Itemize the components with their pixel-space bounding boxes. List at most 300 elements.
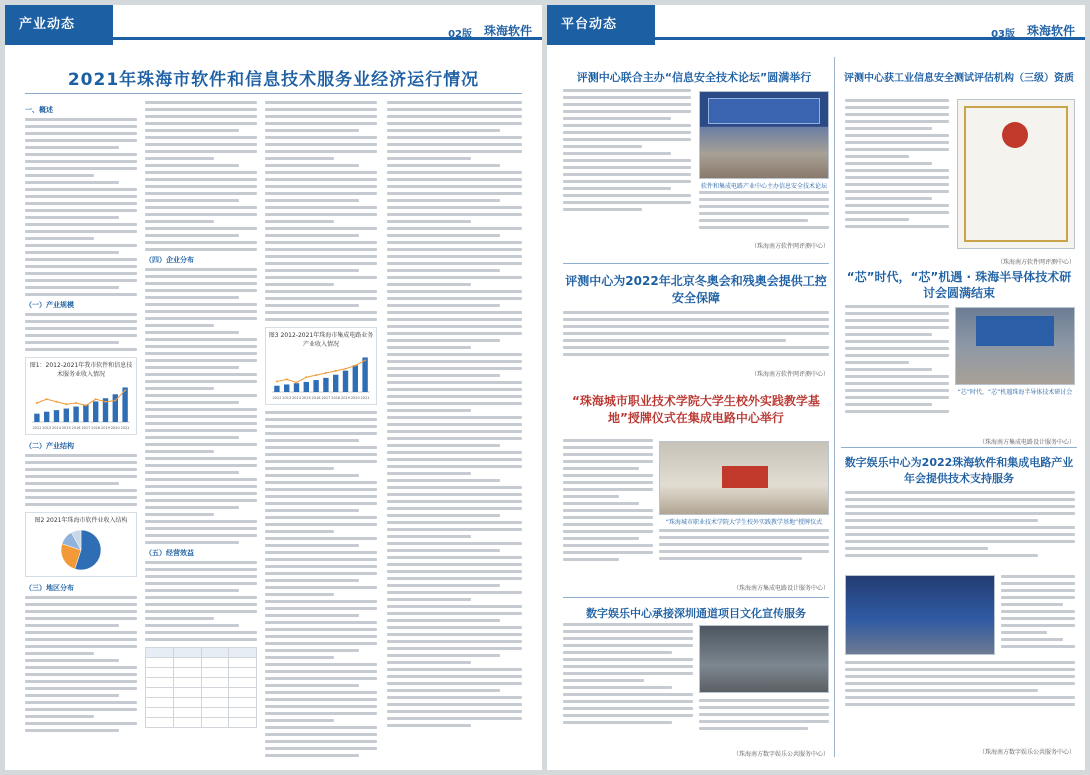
text-line — [845, 403, 932, 406]
bar — [323, 378, 328, 392]
line-point — [65, 403, 67, 405]
article-title: “芯”时代，“芯”机遇 · 珠海半导体技术研讨会圆满结束 — [846, 270, 1072, 300]
text-line — [563, 714, 693, 717]
text-line — [145, 171, 257, 174]
text-line — [25, 489, 137, 492]
text-line — [145, 213, 257, 216]
title-rule — [25, 93, 522, 94]
text-line — [145, 303, 257, 306]
subhead: （四）企业分布 — [145, 256, 194, 264]
text-line — [25, 209, 137, 212]
plaque — [722, 466, 768, 488]
text-line — [387, 514, 500, 517]
text-line — [265, 241, 377, 244]
text-line — [845, 410, 949, 413]
text-line — [265, 453, 377, 456]
text-line — [563, 439, 653, 442]
text-line — [699, 219, 808, 222]
article-title: 数字娱乐中心承接深圳通道项目文化宣传服务 — [586, 607, 806, 620]
text-line — [845, 113, 949, 116]
tick-label: 2018 — [331, 396, 341, 400]
text-line — [1001, 589, 1075, 592]
text-line — [25, 195, 137, 198]
body-text — [145, 268, 257, 544]
text-line — [845, 382, 949, 385]
text-line — [25, 610, 137, 613]
text-line — [699, 205, 829, 208]
text-line — [145, 268, 257, 271]
text-line — [265, 642, 377, 645]
text-line — [25, 729, 119, 732]
column-2 — [145, 101, 257, 758]
text-line — [387, 262, 522, 265]
subhead: 一、概述 — [25, 106, 53, 114]
text-line — [387, 213, 522, 216]
text-line — [25, 596, 137, 599]
text-line — [563, 131, 691, 134]
bar — [362, 357, 367, 392]
text-line — [145, 492, 257, 495]
text-line — [265, 677, 377, 680]
text-line — [387, 570, 522, 573]
text-line — [387, 367, 522, 370]
text-line — [265, 432, 377, 435]
text-line — [145, 429, 257, 432]
text-line — [265, 488, 377, 491]
conference-photo — [845, 575, 995, 655]
text-line — [563, 658, 693, 661]
line-point — [364, 359, 366, 361]
text-line — [25, 327, 137, 330]
column-4 — [387, 101, 522, 758]
line-point — [286, 378, 288, 380]
text-line — [25, 680, 137, 683]
text-line — [563, 530, 653, 533]
text-line — [25, 503, 137, 506]
text-line — [145, 289, 257, 292]
text-line — [845, 491, 1075, 494]
text-line — [845, 354, 949, 357]
text-line — [699, 720, 829, 723]
text-line — [265, 227, 377, 230]
text-line — [387, 633, 522, 636]
body-text — [265, 101, 377, 321]
line-point — [36, 402, 38, 404]
text-line — [25, 313, 137, 316]
text-line — [145, 631, 257, 634]
text-line — [845, 512, 1075, 515]
text-line — [25, 624, 119, 627]
text-line — [563, 488, 653, 491]
text-line — [265, 663, 377, 666]
text-line — [563, 194, 691, 197]
text-line — [265, 509, 359, 512]
text-line — [387, 661, 471, 664]
text-line — [387, 465, 522, 468]
text-line — [563, 686, 672, 689]
text-line — [145, 331, 239, 334]
text-line — [845, 703, 1075, 706]
text-line — [25, 659, 119, 662]
stage-screen — [708, 98, 820, 124]
tick-label: 2014 — [292, 396, 301, 400]
text-line — [387, 724, 471, 727]
text-line — [265, 171, 377, 174]
text-line — [845, 211, 949, 214]
text-line — [387, 717, 522, 720]
text-line — [387, 339, 500, 342]
text-line — [845, 176, 949, 179]
text-line — [845, 333, 932, 336]
text-line — [145, 387, 214, 390]
text-line — [563, 637, 693, 640]
text-line — [563, 665, 693, 668]
text-line — [145, 185, 257, 188]
text-line — [265, 474, 359, 477]
text-line — [387, 668, 522, 671]
bar — [304, 382, 309, 392]
text-line — [387, 521, 522, 524]
text-line — [265, 192, 377, 195]
series-line — [277, 360, 365, 382]
page-header — [5, 5, 542, 45]
text-line — [265, 565, 377, 568]
text-line — [265, 101, 377, 104]
text-line — [387, 164, 500, 167]
text-line — [387, 108, 522, 111]
column-1 — [25, 101, 137, 758]
text-line — [387, 143, 522, 146]
text-line — [265, 234, 359, 237]
line-point — [124, 389, 126, 391]
text-line — [145, 206, 257, 209]
text-line — [25, 272, 137, 275]
text-line — [265, 425, 377, 428]
text-line — [145, 436, 239, 439]
text-line — [145, 241, 257, 244]
text-line — [563, 201, 691, 204]
text-line — [145, 192, 257, 195]
subhead: （五）经营效益 — [145, 549, 194, 557]
tick-label: 2021 — [360, 396, 370, 400]
text-line — [845, 312, 949, 315]
text-line — [659, 550, 829, 553]
text-line — [25, 153, 137, 156]
text-line — [145, 603, 257, 606]
text-line — [387, 549, 500, 552]
text-line — [25, 258, 137, 261]
text-line — [387, 535, 471, 538]
text-line — [563, 516, 653, 519]
page-header — [547, 5, 1085, 45]
article-body — [563, 439, 653, 579]
text-line — [563, 318, 829, 321]
subhead: （二）产业结构 — [25, 442, 74, 450]
text-line — [265, 649, 359, 652]
text-line — [265, 621, 377, 624]
data-table — [145, 647, 257, 728]
paper-name: 珠海软件 — [1026, 24, 1075, 38]
article-title: 评测中心获工业信息安全测试评估机构（三级）资质 — [844, 73, 1074, 84]
text-line — [25, 482, 119, 485]
text-line — [25, 320, 137, 323]
text-line — [265, 544, 359, 547]
tick-label: 2019 — [101, 426, 110, 430]
text-line — [25, 118, 137, 121]
text-line — [265, 593, 334, 596]
text-line — [265, 467, 334, 470]
text-line — [265, 635, 377, 638]
text-line — [387, 311, 522, 314]
text-line — [387, 353, 522, 356]
text-line — [25, 286, 119, 289]
text-line — [265, 185, 377, 188]
text-line — [387, 458, 522, 461]
text-line — [563, 339, 786, 342]
text-line — [25, 687, 137, 690]
text-line — [145, 296, 239, 299]
article-body — [659, 529, 829, 569]
source-note: （珠海南方数字娱乐公共服务中心） — [732, 751, 829, 758]
text-line — [265, 129, 359, 132]
text-line — [563, 460, 653, 463]
text-line — [563, 208, 642, 211]
text-line — [563, 353, 829, 356]
article-title: 评测中心联合主办“信息安全技术论坛”圆满举行 — [576, 71, 812, 84]
text-line — [387, 500, 522, 503]
text-line — [387, 157, 471, 160]
tick-label: 2017 — [321, 396, 331, 400]
text-line — [265, 269, 359, 272]
text-line — [265, 698, 377, 701]
text-line — [563, 152, 671, 155]
text-line — [145, 457, 257, 460]
text-line — [265, 572, 377, 575]
page-right — [547, 5, 1085, 770]
text-line — [25, 125, 137, 128]
certificate-image — [957, 99, 1075, 249]
text-line — [145, 541, 239, 544]
line-point — [296, 382, 298, 384]
text-line — [845, 190, 949, 193]
text-line — [563, 446, 653, 449]
text-line — [387, 528, 522, 531]
text-line — [265, 262, 377, 265]
section-tab: 平台动态 — [547, 5, 655, 45]
text-line — [845, 375, 949, 378]
article-body — [1001, 575, 1075, 663]
text-line — [145, 157, 214, 160]
text-line — [25, 673, 137, 676]
text-line — [265, 481, 377, 484]
text-line — [265, 705, 377, 708]
text-line — [25, 146, 119, 149]
text-line — [265, 516, 377, 519]
text-line — [265, 740, 377, 743]
text-line — [1001, 610, 1075, 613]
text-line — [265, 614, 359, 617]
text-line — [563, 110, 691, 113]
exhibition-photo — [699, 625, 829, 693]
text-line — [699, 212, 829, 215]
text-line — [387, 290, 522, 293]
text-line — [145, 401, 239, 404]
text-line — [145, 394, 257, 397]
source-note: （珠海南方集成电路设计服务中心） — [978, 439, 1075, 446]
tick-label: 2021 — [120, 426, 130, 430]
text-line — [845, 668, 1075, 671]
chart-1-svg — [28, 380, 134, 432]
header-rule — [655, 37, 1085, 40]
text-line — [563, 679, 644, 682]
text-line — [265, 530, 334, 533]
text-line — [563, 707, 693, 710]
text-line — [845, 689, 1038, 692]
text-line — [1001, 617, 1075, 620]
tick-label: 2018 — [91, 426, 101, 430]
line-point — [85, 405, 87, 407]
text-line — [659, 557, 802, 560]
text-line — [265, 108, 377, 111]
text-line — [145, 310, 257, 313]
text-line — [563, 651, 672, 654]
text-line — [265, 115, 377, 118]
text-line — [845, 361, 909, 364]
seminar-photo — [955, 307, 1075, 385]
text-line — [265, 290, 377, 293]
text-line — [845, 682, 1075, 685]
text-line — [387, 577, 522, 580]
text-line — [387, 584, 500, 587]
text-line — [145, 415, 257, 418]
text-line — [387, 703, 522, 706]
text-line — [387, 626, 522, 629]
forum-photo — [699, 91, 829, 179]
text-line — [563, 700, 693, 703]
photo-caption: “芯”时代，“芯”机遇珠海半导体技术研讨会 — [957, 389, 1073, 396]
text-line — [265, 733, 377, 736]
article-body — [699, 699, 829, 743]
text-line — [387, 710, 522, 713]
line-point — [56, 401, 58, 403]
text-line — [145, 638, 257, 641]
text-line — [387, 248, 522, 251]
text-line — [387, 647, 522, 650]
text-line — [145, 248, 257, 251]
text-line — [25, 454, 137, 457]
text-line — [387, 234, 500, 237]
column-divider — [834, 57, 835, 757]
text-line — [145, 380, 257, 383]
body-text — [387, 101, 522, 727]
article-body — [845, 661, 1075, 717]
text-line — [265, 551, 377, 554]
text-line — [387, 682, 522, 685]
tick-label: 2020 — [350, 396, 360, 400]
line-point — [305, 376, 307, 378]
paper-name: 珠海软件 — [483, 24, 532, 38]
tick-label: 2016 — [71, 426, 81, 430]
text-line — [265, 178, 377, 181]
text-line — [25, 334, 137, 337]
text-line — [145, 589, 239, 592]
text-line — [25, 701, 137, 704]
text-line — [387, 689, 500, 692]
text-line — [387, 423, 522, 426]
text-line — [1001, 603, 1063, 606]
text-line — [563, 311, 829, 314]
text-line — [387, 304, 500, 307]
text-line — [845, 498, 1075, 501]
text-line — [845, 396, 949, 399]
text-line — [25, 708, 137, 711]
text-line — [265, 213, 377, 216]
text-line — [845, 554, 1038, 557]
text-line — [265, 199, 359, 202]
text-line — [265, 446, 377, 449]
text-line — [265, 502, 377, 505]
text-line — [145, 478, 257, 481]
text-line — [387, 332, 522, 335]
article-divider — [841, 447, 1077, 448]
tick-label: 2016 — [311, 396, 321, 400]
text-line — [845, 204, 949, 207]
text-line — [265, 719, 334, 722]
text-line — [145, 624, 239, 627]
text-line — [25, 237, 94, 240]
bar — [294, 383, 299, 392]
text-line — [265, 311, 377, 314]
text-line — [25, 174, 94, 177]
text-line — [563, 180, 691, 183]
tick-label: 2013 — [282, 396, 292, 400]
photo-caption: 软件和集成电路产业中心主办信息安全技术论坛 — [700, 183, 827, 190]
text-line — [845, 169, 949, 172]
text-line — [387, 451, 522, 454]
text-line — [563, 721, 672, 724]
photo-caption: “珠海城市职业技术学院大学生校外实践教学基地”授牌仪式 — [665, 519, 823, 526]
text-line — [145, 115, 257, 118]
text-line — [387, 696, 522, 699]
text-line — [699, 699, 829, 702]
source-note: （珠海南方软件网评测中心） — [750, 243, 829, 250]
text-line — [563, 623, 693, 626]
body-text — [25, 596, 137, 732]
bar — [333, 375, 338, 392]
text-line — [387, 171, 522, 174]
text-line — [145, 359, 257, 362]
text-line — [145, 338, 257, 341]
text-line — [145, 471, 239, 474]
text-line — [563, 453, 653, 456]
text-line — [563, 346, 829, 349]
bar — [34, 414, 39, 422]
article-body — [845, 491, 1075, 571]
seminar-screen — [976, 316, 1054, 346]
text-line — [387, 654, 500, 657]
text-line — [25, 181, 119, 184]
text-line — [563, 145, 642, 148]
line-point — [276, 380, 278, 382]
text-line — [265, 523, 377, 526]
text-line — [387, 598, 471, 601]
text-line — [563, 89, 691, 92]
text-line — [145, 108, 257, 111]
text-line — [845, 162, 932, 165]
text-line — [563, 509, 653, 512]
text-line — [145, 178, 257, 181]
text-line — [265, 297, 377, 300]
